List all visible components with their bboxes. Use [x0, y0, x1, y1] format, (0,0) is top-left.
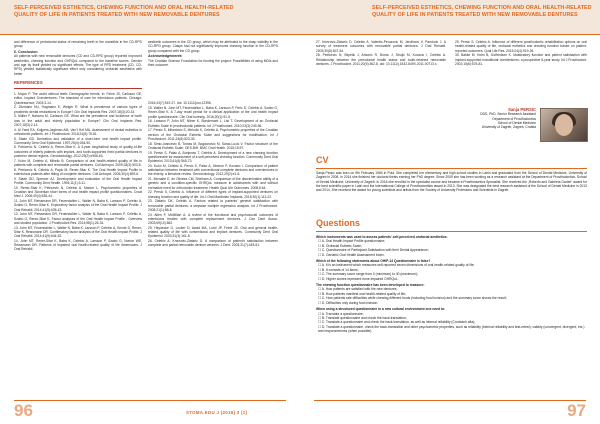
reference-item: 4. Al Yami EA, Kuijpers-Jagtman AM, Van't Hof MA. Assessment of dental esthetics in orthodontic patients. Int J Prosthodont. 2018;31(6):75-81. — [14, 127, 142, 136]
question-text: When using a structured questionnaire in a new cultural environment one need to: — [316, 307, 446, 312]
right-header-rule — [300, 34, 600, 35]
discussion-tail: and difference of periodontal status of remaining teeth in the mandible in the CD-RPD group. — [14, 40, 142, 49]
acknowledgements-heading: Acknowledgements — [148, 54, 182, 59]
references-list-col3 — [316, 40, 446, 66]
conclusion-heading: 6. Conclusion — [14, 50, 38, 55]
reference-item: 15. Waller N, John MT, Feuerstahler L, Baba K, Larsson P, Peric D, Celebic A, Szabo G, Rener-Sitar K. A 7-day recall period for a clinical application of the oral health impact profile questionnaire. Clin Oral Investig. 2016;20(1):91-9. — [148, 105, 278, 119]
reference-item: 23. Zlataric DK, Celebic A. Factors related to patients' general satisfaction with removable partial dentures: a stepwise multiple regression analysis. Int J Prosthodont. 2008;21(1):86-8. — [148, 199, 278, 212]
answer-option[interactable]: ☐ C. Translate a questionnaire and check the back-translation, as well as internal reliability (Cronbach alfa); — [318, 320, 476, 325]
reference-item: 5. Slade GD. Derivation and validation of a short-form oral health impact profile. Community Dent Oral Epidemiol. 1997;25(4):284-90. — [14, 136, 142, 145]
answer-option[interactable]: ☐ B. It consists of 14 items; — [318, 267, 359, 272]
reference-item: 2016;43(7):519-27. doi: 10.1111/joor.12396. — [148, 101, 212, 106]
reference-item: 8. Petricevic N, Celebic A, Papic M, Rener-Sitar K. The Oral Health Impact Profile in edentulous patients after fitting of complete dentures. Coll Antropol. 2006;30(4):893-6. — [14, 167, 142, 177]
answer-option[interactable]: ☐ A. Oral Health Impact Profile questionnaire; — [318, 239, 386, 244]
left-footer-rule — [14, 400, 286, 401]
reference-item: 1. Mojon P. The world without teeth: Demographic trends. In: Feine JS, Carlsson GE, editor. Implant Overdentures: The standard of care for edentulous patients. Chicago: Quintessence; 2003:3-14. — [14, 91, 142, 105]
question-text: Which instruments was used to assess patients' self-perceived orofacial aesthetics: — [316, 235, 448, 239]
question-text: Which of the following statements about OHIP-14 Questionnaire is false? — [316, 259, 431, 264]
reference-item: 2. Zitzmann NU, Hagmann E, Weiger R. What is prevalence of various types of prosthetic dental restorations in Europe? Clin Oral Implants Res. 2007;18(3):20-33. — [14, 105, 142, 114]
questions-heading: Questions — [316, 218, 361, 228]
references-heading: REFERENCES — [14, 79, 43, 85]
cv-text: Sanja Persic was born on 9th February 1984 in Pula. She completed her elementary and high school studies in Labin and graduated from the School of Dental Medicine, University of Zagreb in 2008. In 2014 she finished her doctoral thesis earning her PhD degree. Since 2009 she has been working as a research assistant at the Department of Prosthodontics, School of Dental Medicine, University of Zagreb. In 2016 she enrolled in the specialist course and became a Prosthodontics Specialist. She received the „Roberto and Gabriela Ganeri“ award for the best scientific paper in Latin and the International College of Prosthodontists award in 2013. She was designated the best research assistant of the School of Dental Medicine in 2013 and 2014. She received the award for young scientists and artists from the Society of University Professors and Scientists in Zagreb. — [316, 171, 587, 193]
answer-option[interactable]: ☐ B. Orofacial Esthetic Scale; — [318, 243, 362, 248]
author-photo — [540, 108, 588, 142]
right-column-2 — [455, 40, 587, 67]
left-header-rule — [0, 34, 300, 35]
answer-option[interactable]: ☐ C. Questionnaire of Participant Satisfaction with their Dental Appearance; — [318, 248, 429, 253]
left-header-line2: QUALITY OF LIFE IN PATIENTS TREATED WITH NEW REMOVABLE DENTURES — [14, 12, 220, 19]
left-column-1 — [14, 40, 142, 252]
answer-option[interactable]: ☐ C. How patients rate difficulties while chewing different foods (including food incision) and the summary score shows the result; — [318, 296, 507, 301]
left-running-header — [14, 5, 284, 19]
reference-item: 18. Simic-Ivancevic B, Tomas M, Bogdanovic M, Sarac-Lucic V. Factor structure of the Orofacial Esthetic Scale: OES-BiH. BMC Oral Health. 2015;15:97. — [148, 141, 278, 150]
references-list-col2 — [148, 101, 278, 247]
left-header-line1: SELF-PERCEIVED ESTHETICS, CHEWING FUNCTION AND ORAL HEALTH-RELATED — [14, 5, 234, 11]
right-running-header — [372, 5, 592, 19]
author-department: Department of Prosthodontics — [492, 116, 536, 121]
left-column-2 — [148, 40, 278, 248]
answer-option[interactable]: ☐ C. The summary score range from 0 (minimum) to 40 (maximum); — [318, 272, 418, 277]
questions-rule — [316, 231, 587, 232]
answer-option[interactable]: ☐ D. Translate a questionnaire, check the back-translation and other psychometric properties, such as reliability (internal reliability and test-retest), validity (convergent, divergent, etc.) and responsiveness (when possible). — [318, 324, 585, 334]
reference-item: 26. Celebic A, Knezovic-Zlataric D. A comparison of patient's satisfaction between complete and partial removable denture wearers. J Dent. 2003;31(7):445-51. — [148, 239, 278, 248]
reference-item: 3. Müller F, Naharro M, Carlsson GE. What are the prevalence and incidence of tooth loss in the adult and elderly population in Europe? Clin Oral Implants Res. 2007;18(3):2-14. — [14, 114, 142, 127]
author-photo-face — [555, 114, 573, 136]
conclusion-continued: aesthetic outcomes in the CD group, which may be attributed to the clasp visibility in the CD-RPD group. Clasps had not significantly improved chewing function in the CD-RPD group compared with the CD group. — [148, 40, 278, 53]
reference-item: 20. Kuhn M, Celebic A, Persic S, Palac A, Simeon P, Kovacic I. Comparison of patient satisfaction between treatment with conventional complete dentures and overdentures in the elderly: a literature review. Gerodontology. 2012;29(2):e1-6. — [148, 163, 278, 177]
reference-item: 22. Persic S, Celebic A. Influence of different types of implant-supported dentures on chewing function and quality of life. Int J Oral Maxillofac Implants. 2015;30(1):113-22. — [148, 190, 278, 199]
acknowledgements-text: The Croatian Science Foundation for funding the project: Possibilities of using MDIs and their outcome. — [148, 58, 278, 67]
cv-heading: CV — [316, 155, 329, 165]
answer-option[interactable]: ☐ B. How patients manifest oral health-related quality of life; — [318, 291, 406, 296]
right-footer-rule — [314, 400, 586, 401]
cv-rule — [316, 168, 587, 169]
right-column-1 — [316, 40, 446, 67]
author-degrees: DDS, PhD, Senior Research Assistant — [480, 112, 536, 117]
reference-item: 6. Petricevic N, Celebic A, Rener-Sitar K. A 3-year longitudinal study of quality-of-life outcomes of elderly patients with implant- and tooth-supported fixed partial dentures in posterior dental regions. Gerodontology. 2012;29(2):e956-63. — [14, 145, 142, 159]
question-text: The chewing function questionnaire has been developed to measure: — [316, 283, 425, 288]
references-list-col1 — [14, 92, 142, 252]
references-rule — [14, 88, 142, 89]
reference-item: 12. John MT, Reissmann DR, Feuerstahler L, Waller N, Baba K, Larsson P, Celebic A, Szabo G, Rener-Sitar K. Factor analyses of the Oral Health Impact Profile - Overview and studied population. J Prosthodont Res. 2014;58(1):26-34. — [14, 212, 142, 225]
reference-item: 30. Bakke M, Holm B, Gotfredsen K. Masticatory function and patient satisfaction with implant-supported mandibular overdentures: a prospective 5-year study. Int J Prosthodont. 2002;15(6):575-81. — [455, 53, 587, 66]
reference-item: 16. Larsson P, John MT, Nilner K, Bondemark L, List T. Development of an Orofacial Esthetic Scale in prosthodontic patients. Int J Prosthodont. 2010;23(3):249-56. — [148, 119, 278, 128]
answer-option[interactable]: ☐ D. Higher scores represent more impaired OHRQoL. — [318, 276, 399, 281]
right-header-line1: SELF-PERCEIVED ESTHETICS, CHEWING FUNCTION AND ORAL HEALTH-RELATED — [372, 5, 592, 11]
reference-item: 13. John MT, Feuerstahler L, Waller N, Baba K, Larsson P, Celebic A, Kende D, Rener-Sitar K, Reissmann DR. Confirmatory factor analysis of the Oral Health Impact Profile. J Oral Rehabil. 2014;41(9):644-52. — [14, 225, 142, 239]
left-page-number: 96 — [14, 401, 33, 420]
right-header-line2: QUALITY OF LIFE IN PATIENTS TREATED WITH NEW REMOVABLE DENTURES — [372, 12, 578, 19]
answer-option[interactable]: ☐ A. It is an instrument which measures self-reported seven dimensions of oral health-related quality of life; — [318, 263, 475, 268]
answer-option[interactable]: ☐ A. How patients are satisfied with the new dentures; — [318, 287, 398, 292]
answer-option[interactable]: ☐ A. Translate a questionnaire; — [318, 311, 364, 316]
author-info — [396, 108, 536, 129]
conclusion-text: All patients with new removable dentures (CD and CD-RPD group) reported improved aesthetics, chewing function and OHRQoL compared to the baseline scores. Gender and age by itself yielded no significant effects. The type of RPD treatment (CD- CD-RPD) yielded statistically significant effect only considering orofacial aesthetics with better — [14, 54, 142, 76]
reference-item: 24. Allen P, McMillan A. A review of the functional and psychosocial outcomes of edentulous treated with complete replacement dentures. J Can Dent Assoc. 2003;69(10):662. — [148, 212, 278, 226]
reference-item: 28. Petricevic N, Stipetic J, Antonic R, Borcic J, Strujic M, Kovacic I, Celebic A. Relationship between the periodontal health status and tooth-retained removable dentures. J Prosthodont. 2011;20(5):362-8. doi: 10.1111/j.1532-849X.2011.00713.x. — [316, 53, 446, 66]
answer-option[interactable]: ☐ B. Translate questionnaire and check the back-translation; — [318, 315, 407, 320]
reference-item: 9. Slade GD, Spencer AJ. Development and evaluation of the Oral Health Impact Profile. Community Dent Health. 1994;11(1):3-11. — [14, 176, 142, 186]
questions-list — [316, 233, 587, 334]
reference-item: 11. John MT, Reissmann DR, Feuerstahler L, Waller N, Baba K, Larsson P, Celebic A, Szabo G, Rener-Sitar K. Exploratory factor analysis of the Oral Health Impact Profile. J Oral Rehabil. 2014;41(9):635-43. — [14, 199, 142, 212]
reference-item: 29. Persic S, Celebic A. Influence of different prosthodontic rehabilitation options on oral health-related quality of life, orofacial esthetics and chewing function based on patient-reported outcomes. Qual Life Res. 2015;24(4):919-26. — [455, 40, 587, 53]
reference-item: 7. Kuhn M, Celebic A, Mikelic B. Comparison of oral health-related quality of life in patients with complete and removable partial dentures. Coll Antropol. 2009;33(3):903-8. — [14, 158, 142, 168]
answer-option[interactable]: ☐ D. Geriatric Oral Health Assessment Index. — [318, 252, 385, 257]
author-name: Sanja PERSIC — [508, 107, 536, 112]
reference-item: 17. Persic S, Milardovic S, Mehulic K, Celebic A. Psychometric properties of the Croatian version of the Orofacial Esthetic Scale and suggestions for modification. Int J Prosthodont. 2011;24(6):523-33. — [148, 128, 278, 141]
reference-item: 19. Persic S, Palac A, Bunjevac T, Celebic A. Development of a new chewing function questionnaire for assessment of a self-perceived chewing function. Community Dent Oral Epidemiol. 2013;41(6):565-73. — [148, 150, 278, 164]
reference-item: 27. Knezovic-Zlataric D, Celebic A, Valentic-Peruzovic M, Jerolimov V, Panduric J. A survey of treatment outcomes with removable partial dentures. J Oral Rehabil. 2003;30(8):847-54. — [316, 40, 446, 53]
author-school: School of Dental Medicine — [497, 120, 536, 125]
author-university: University of Zagreb, Zagreb, Croatia — [481, 125, 536, 130]
reference-item: 21. Bernabe E, de Oliveira CM, Sheiham A. Comparison of the discriminative ability of a generic and a condition-specific OHRQoL measure in adolescents with and without normative need for orthodontic treatment. Health Qual Life Outcomes. 2008;6:64. — [148, 177, 278, 190]
references-list-col4 — [455, 40, 587, 66]
journal-citation: STOMA.EDU J (2016) 3 (1) — [186, 410, 248, 415]
reference-item: 14. John MT, Rener-Sitar K, Baba K, Celebic A, Larsson P, Szabo G, Norton WE, Reissmann DR. Patterns of impaired oral health-related quality of life dimensions. J Oral Rehabil. — [14, 238, 142, 252]
answer-option[interactable]: ☐ D. Difficulties only during food incision. — [318, 300, 379, 305]
right-page-number: 97 — [567, 401, 586, 420]
reference-item: 10. Rener-Sitar K, Petricevic N, Celebic A, Marion L. Psychometric properties of Croatian and Slovenian short forms of oral health impact profile questionnaires. Croat Med J. 2008;49(4):536-44. — [14, 185, 142, 199]
reference-item: 25. Heydecke G, Locker D, Awad MA, Lund JP, Feine JS. Oral and general health-related quality of life with conventional and implant dentures. Community Dent Oral Epidemiol. 2003;31(3):161-8. — [148, 225, 278, 239]
